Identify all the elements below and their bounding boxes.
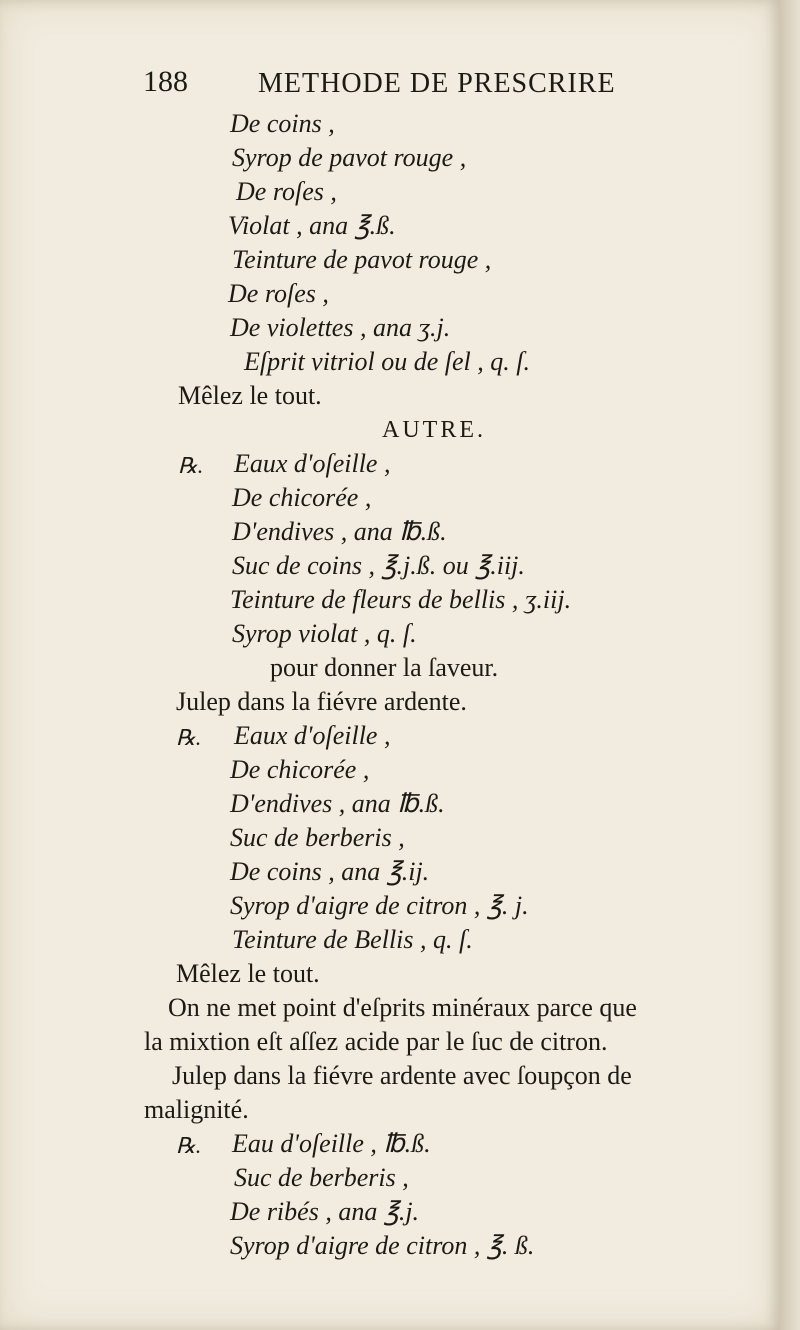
text-line: Suc de berberis , [230, 823, 405, 852]
text-line: la mixtion eſt aſſez acide par le ſuc de citron. [144, 1027, 608, 1056]
rx-symbol: ℞. [176, 1133, 202, 1158]
text-line: Teinture de Bellis , q. ſ. [232, 925, 473, 954]
text-line: Syrop d'aigre de citron , ℥. j. [230, 891, 529, 920]
section-heading: AUTRE. [382, 417, 486, 443]
text-line: Eaux d'oſeille , [234, 721, 391, 750]
text-line: Violat , ana ℥.ß. [228, 211, 396, 240]
running-head: METHODE DE PRESCRIRE [258, 68, 616, 99]
text-line: Eaux d'oſeille , [234, 449, 391, 478]
text-line: De coins , ana ℥.ij. [230, 857, 430, 886]
text-line: De coins , [230, 109, 335, 138]
text-line: On ne met point d'eſprits minéraux parce que [168, 993, 637, 1022]
rx-symbol: ℞. [176, 725, 202, 750]
text-line: Teinture de pavot rouge , [232, 245, 492, 274]
text-line: De roſes , [228, 279, 329, 308]
text-line: Suc de coins , ℥.j.ß. ou ℥.iij. [232, 551, 525, 580]
text-line: D'endives , ana ℔.ß. [232, 517, 447, 546]
text-line: De chicorée , [232, 483, 372, 512]
page-number: 188 [143, 65, 188, 98]
text-line: De ribés , ana ℥.j. [230, 1197, 420, 1226]
text-line: Eſprit vitriol ou de ſel , q. ſ. [244, 347, 530, 376]
text-line: malignité. [144, 1095, 249, 1124]
text-line: De chicorée , [230, 755, 370, 784]
text-line: De roſes , [236, 177, 337, 206]
text-line: Syrop violat , q. ſ. [232, 619, 417, 648]
text-line: Eau d'oſeille , ℔.ß. [232, 1129, 431, 1158]
text-line: Mêlez le tout. [178, 381, 322, 410]
text-line: Teinture de fleurs de bellis , ʒ.iij. [230, 585, 572, 614]
text-line: Syrop d'aigre de citron , ℥. ß. [230, 1231, 535, 1260]
text-line: Syrop de pavot rouge , [232, 143, 467, 172]
text-line: Julep dans la fiévre ardente. [176, 687, 467, 716]
text-line: Suc de berberis , [234, 1163, 409, 1192]
rx-symbol: ℞. [178, 453, 204, 478]
text-line: Julep dans la fiévre ardente avec ſoupçon de [172, 1061, 632, 1090]
text-line: Mêlez le tout. [176, 959, 320, 988]
page-edge [780, 0, 800, 1330]
text-line: pour donner la ſaveur. [270, 653, 499, 682]
text-line: D'endives , ana ℔.ß. [230, 789, 445, 818]
text-line: De violettes , ana ʒ.j. [230, 313, 451, 342]
